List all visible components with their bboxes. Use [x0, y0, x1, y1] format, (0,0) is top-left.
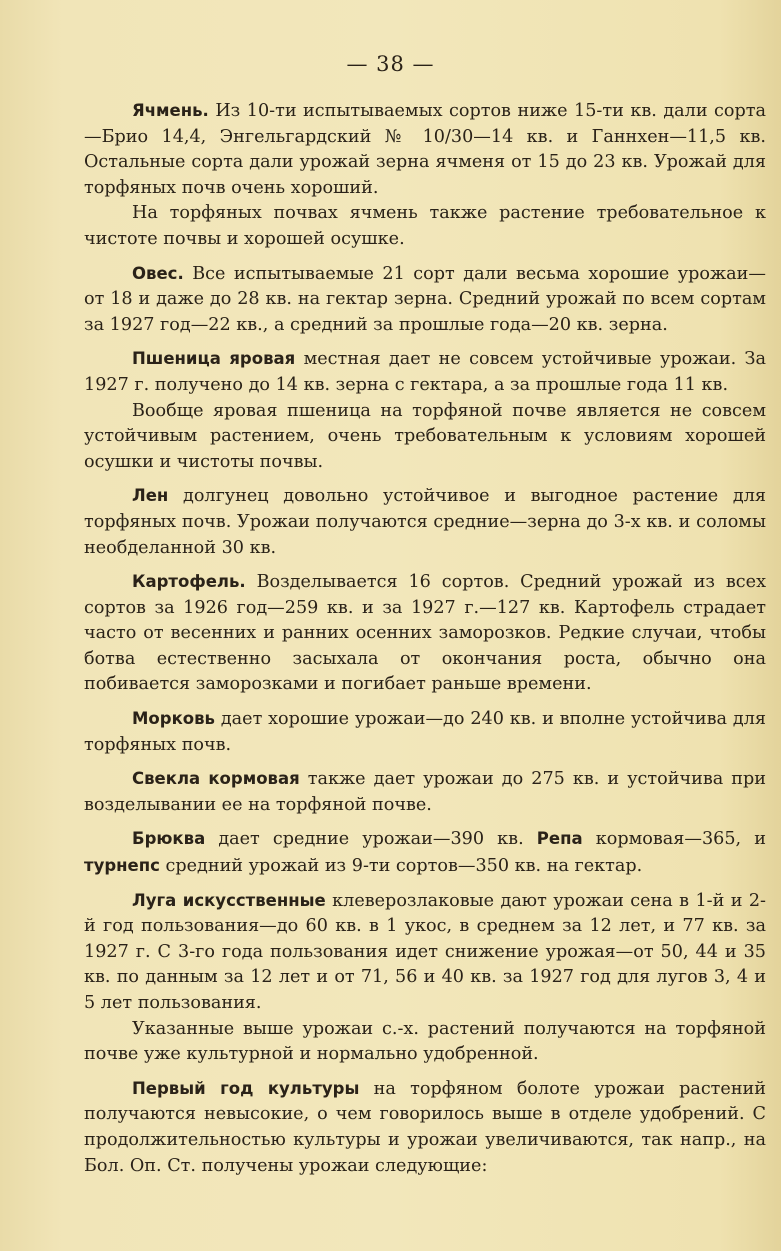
heading-fodder-beet: Свекла кормовая — [132, 769, 300, 789]
paragraph-text: Указанные выше урожаи с.-х. растений получаются на торфяной почве уже культурной и нормально удобренной. — [84, 1018, 766, 1065]
paragraph-text: также дает урожаи до 275 кв. и устойчива при возделывании ее на торфяной почве. — [84, 769, 766, 815]
heading-barley: Ячмень. — [132, 101, 209, 120]
paragraph-swede — [84, 826, 766, 879]
paragraph-meadows — [84, 888, 766, 1017]
paragraph-text: клеверозлаковые дают урожаи сена в 1-й и 2-й год пользования—до 60 кв. в 1 укос, в среднем за 12 лет, и 77 кв. за 1927 г. С 3-го года пользования идет снижение урожая—от 50, 44 и 35 кв. по данным за 12 лет и от 71, 56 и 40 кв. за 1927 год для лугов 3, 4 и 5 лет пользования. — [84, 890, 766, 1013]
paragraph-text: средний урожай из 9-ти сортов—350 кв. на гектар. — [159, 856, 643, 877]
paragraph-fodder-beet — [84, 766, 766, 818]
paragraph-yields-note — [84, 1017, 766, 1068]
heading-meadows: Луга искусственные — [132, 890, 326, 910]
paragraph-barley — [84, 98, 766, 201]
heading-first-year: Первый год культуры — [132, 1078, 360, 1098]
heading-spring-wheat: Пшеница яровая — [132, 349, 296, 369]
page-number: — 38 — — [346, 52, 435, 76]
paragraph-text: Вообще яровая пшеница на торфяной почве является не совсем устойчивым растением, очень требовательным к условиям хорошей осушки и чистоты почвы. — [84, 400, 766, 472]
heading-swede: Брюква — [132, 829, 206, 849]
page-body — [84, 98, 766, 1179]
paragraph-flax — [84, 483, 766, 561]
paragraph-first-year — [84, 1076, 766, 1179]
heading-flax: Лен — [132, 486, 169, 506]
heading-turnip: Репа — [536, 829, 583, 849]
paragraph-text: Возделывается 16 сортов. Средний урожай из всех сортов за 1926 год—259 кв. и за 1927 г.—127 кв. Картофель страдает часто от весенних и ранних осенних заморозков. Редкие случаи, чтобы ботва естественно засыхала от окончания роста, обычно она побивается заморозками и погибает раньше времени. — [84, 572, 766, 695]
paragraph-text: Все испытываемые 21 сорт дали весьма хорошие урожаи— от 18 и даже до 28 кв. на гектар зерна. Средний урожай по всем сортам за 1927 год—22 кв., а средний за прошлые года—20 кв. зерна. — [84, 263, 766, 335]
paragraph-text: дает средние урожаи—390 кв. — [205, 829, 537, 850]
paragraph-carrot — [84, 706, 766, 758]
paragraph-spring-wheat — [84, 346, 766, 398]
heading-carrot: Морковь — [132, 709, 215, 729]
paragraph-barley-note — [84, 201, 766, 252]
paragraph-potato — [84, 569, 766, 698]
heading-potato: Картофель. — [132, 572, 246, 592]
paragraph-oats — [84, 261, 766, 339]
heading-turnips: турнепс — [84, 856, 160, 876]
paragraph-text: кормовая—365, и — [582, 829, 766, 850]
paragraph-text: долгунец довольно устойчивое и выгодное растение для торфяных почв. Урожаи получаются средние—зерна до 3-х кв. и соломы необделанной 30 кв. — [84, 486, 766, 558]
paragraph-text: Из 10-ти испытываемых сортов ниже 15-ти кв. дали сорта —Брио 14,4, Энгельгардский № 10/30—14 кв. и Ганнхен—11,5 кв. Остальные сорта дали урожай зерна ячменя от 15 до 23 кв. Урожай для торфяных почв очень хороший. — [84, 101, 766, 198]
paragraph-text: на торфяном болоте урожаи растений получаются невысокие, о чем говорилось выше в отделе удобрений. С продолжительностью культуры и урожаи увеличиваются, так напр., на Бол. Оп. Ст. получены урожаи следующие: — [84, 1078, 766, 1176]
paragraph-text: местная дает не совсем устойчивые урожаи. За 1927 г. получено до 14 кв. зерна с гектара, а за прошлые года 11 кв. — [84, 349, 767, 395]
paragraph-text: На торфяных почвах ячмень также растение требовательное к чистоте почвы и хорошей осушке. — [84, 203, 766, 249]
heading-oats: Овес. — [132, 263, 184, 283]
paragraph-text: дает хорошие урожаи—до 240 кв. и вполне устойчива для торфяных почв. — [84, 709, 766, 755]
paragraph-wheat-note — [84, 399, 766, 476]
